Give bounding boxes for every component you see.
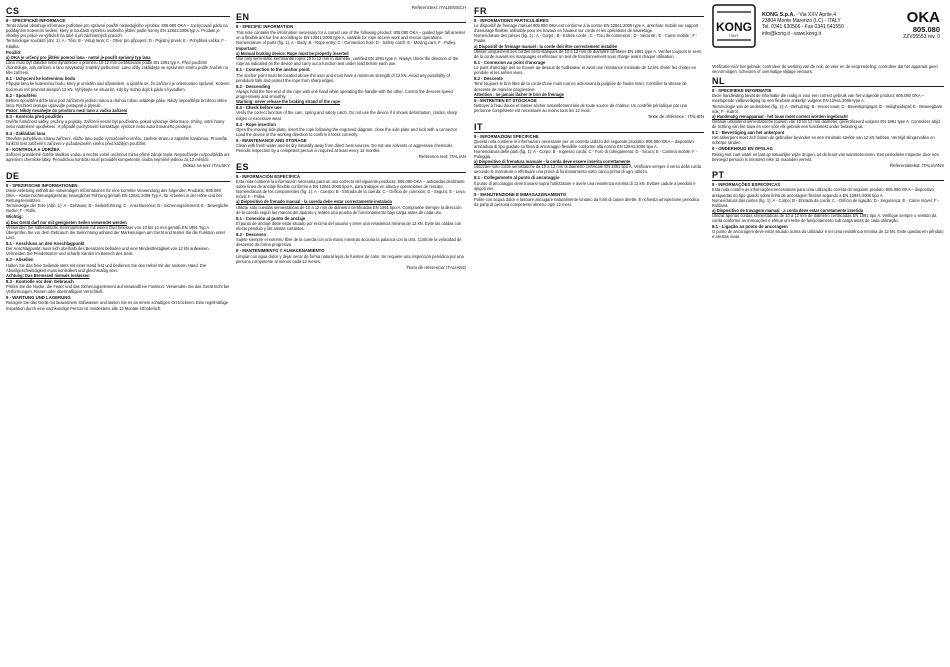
pt-paragraph: Utilizar apenas cordas semiestáticas de 10 a 12 mm de diâmetro certificadas EN 1891 tipo A. Verifique sempre o sentido da corda conforme as marcações e efetue um teste de funcionamento sob carga antes de cada utilização. xyxy=(712,212,937,223)
en-paragraph: This note contains the information necessary for a correct use of the following product: 805.080 OKA – guided type fall arrester on a flexible anchor line according to EN 12841:2006 type A, suitable for rope access work and rescue operations. xyxy=(236,29,466,40)
en-heading-1: 8 - SPECIFIC INFORMATION xyxy=(236,24,294,30)
en-paragraph: Always hold the free end of the rope with one hand while operating the handle with the other. Control the descent speed progressively and smoothly. xyxy=(236,88,453,100)
it-heading: 8.1 - Collegamento al punto di ancoraggio xyxy=(474,175,560,181)
it-warning: a) Dispositivo di frenatura manuale - la corda deve essere inserita correttamente xyxy=(474,159,631,165)
de-heading: 8.3 - Kontrolle vor dem Gebrauch xyxy=(6,278,74,284)
es-heading: 8.1 - Conexión al punto de anclaje xyxy=(236,215,306,221)
cs-heading: Použití: xyxy=(6,49,22,55)
en-paragraph: Verify the correct function of the cam, spring and safety catch. Do not use the device if it shows deformation, cracks, sharp edges or excessive wear. xyxy=(236,110,458,121)
company-city: 23804 Monte Marenzo (LC) - ITALY xyxy=(762,18,841,25)
de-warning: a) Das Gerät darf nur mit geeigneten Seilen verwendet werden xyxy=(6,219,127,225)
nl-intro: Verificatie vóór het gebruik: controleer de werking van de nok, de veer en de vergrendeling; controleer dat het apparaat geen vervormingen, scheuren of overmatige slijtage vertoont. xyxy=(712,64,938,75)
en-paragraph: Open the moving side plate, insert the rope following the engraved diagram, close the side plate and lock with a connector. Load the device in the working direction to confirm it locks correctly. xyxy=(236,126,458,137)
en-heading: 8.2 - Descending xyxy=(236,83,271,89)
cs-paragraph: Otevřete pohyblivou stranu zařízení, vložte lano podle vyznačeného směru, zavřete stranu a zajistěte karabinou. Proveďte funkční test zatížením zařízení v požadovaném směru před každým použitím. xyxy=(6,135,228,146)
pt-warning: a) Dispositivo de travagem manual - a corda deve estar corretamente inserida xyxy=(712,207,864,213)
de-paragraph: Verwenden Sie halbstatische Kernmantelseile mit einem Durchmesser von 10 bis 12 mm gemäß EN 1891 Typ A. Überprüfen Sie vor dem Gebrauch die Seilrichtung anhand der Markierungen am Gerät und testen Sie die Funktion unter Last. xyxy=(6,224,226,240)
column-4-body xyxy=(712,64,944,665)
model-name: OKA xyxy=(906,9,940,26)
de-paragraph: Der Anschlagpunkt muss sich oberhalb des Benutzers befinden und eine Mindestfestigkeit von 12 kN aufweisen. Vermeiden Sie Pendelstürze und scharfe Kanten im Bereich des Seils. xyxy=(6,246,210,257)
fr-reference-text: Texte de référence : ITALIEN xyxy=(647,114,704,120)
de-paragraph: Terminologie der Teile (Abb. 1): A - Gehäuse; B - Seileinführung; C - Anschlussöse; D - Sicherungselement; E - Bewegliche Nocke; F - Rolle. xyxy=(6,203,229,214)
pt-heading-1: 8 - INFORMAÇÕES ESPECÍFICAS xyxy=(712,182,781,188)
de-paragraph: Halten Sie das freie Seilende stets mit einer Hand fest und bedienen Sie den Hebel mit der anderen Hand. Die Abseilgeschwindigkeit muss kontrolliert und gleichmäßig sein. xyxy=(6,262,207,273)
it-heading-1: 8 - INFORMAZIONI SPECIFICHE xyxy=(474,133,539,139)
es-warning: a) Dispositivo de frenado manual - la cuerda debe estar correctamente instalada xyxy=(236,199,392,205)
column-2 xyxy=(236,4,466,665)
nl-heading: 8.1 - Bevestiging aan het ankerpunt xyxy=(712,130,785,136)
company-name: KONG S.p.A. xyxy=(762,12,795,18)
cs-warning: a) OKA je určený pro jištění pomocí lana - nutné je použít správný typ lana xyxy=(6,54,151,60)
de-reference-text: Referenztext: ITALIENISCH xyxy=(411,5,466,10)
it-paragraph: Questa nota contiene le informazioni necessarie per un corretto utilizzo del seguente prodotto: 805.080 OKA – dispositivo anticaduta di tipo guidato su linea di ancoraggio flessibile conforme alla norma EN 12841:2006 tipo A. xyxy=(474,138,694,149)
company-email: info@kong.it - www.kong.it xyxy=(762,30,821,37)
fr-paragraph: Nomenclature des pièces (fig. 1) : A - Corps ; B - Entrée corde ; C - Trou de connexion ; D - Sécurité ; E - Came mobile ; F - Poulie. xyxy=(474,33,698,44)
cs-heading: 8.3 - Kontrola před použitím xyxy=(6,114,63,120)
section-heading-de: DE xyxy=(6,171,230,182)
model-code: 805.080 xyxy=(912,25,940,34)
nl-paragraph: Gebruik uitsluitend semi-statische touwen van 10 tot 12 mm diameter, gecertificeerd volgens EN 1891 type A. Controleer altijd de richting van het touw en voer vóór elk gebruik een functietest onder belasting uit. xyxy=(712,118,940,129)
pt-heading: 8.1 - Ligação ao ponto de ancoragem xyxy=(712,224,788,230)
cs-paragraph: Připojte lano ke kotevnímu bodu, který je umístěn nad uživatelem, a ujistěte se, že zařízení je orientováno správně. Kotevní bod musí mít pevnost alespoň 12 kN. Vyhýbejte se situacím, kdy by mohlo dojít k pádu s kyvadlem. xyxy=(6,81,230,92)
en-reference-text: Reference text: ITALIAN xyxy=(418,154,466,160)
section-heading-fr: FR xyxy=(474,6,704,17)
cs-paragraph: Lano musí být statické nebo dynamické o průměru 10-12 mm certifikované podle EN 1891 typ A. Před použitím zkontrolujte, zda zařízení a lano nevykazují známky poškození. Lano vždy zakládejte ve správném směru podle značek na těle zařízení. xyxy=(6,59,228,76)
de-heading: 8.2 - Abseilen xyxy=(6,257,34,263)
de-heading: 8.1 - Anschluss an den Anschlagpunkt xyxy=(6,240,85,246)
fr-paragraph: Utiliser uniquement des cordes semi-statiques de 10 à 12 mm de diamètre certifiées EN 1891 type A. Vérifier toujours le sens de la corde suivant les marquages et effectuer un test de fonctionnement sous charge avant chaque utilisation. xyxy=(474,48,702,59)
es-heading-1: 8 - INFORMACIÓN ESPECÍFICA xyxy=(236,173,300,179)
de-heading: 9 - WARTUNG UND LAGERUNG xyxy=(6,295,71,301)
en-paragraph: Nomenclature of parts (fig. 1): A - Body; B - Rope entry; C - Connection hole; D - Safety catch; E - Moving cam; F - Pulley. xyxy=(236,39,457,45)
es-paragraph: El punto de anclaje debe estar situado por encima del usuario y tener una resistencia mínima de 12 kN. Evite las caídas con efecto péndulo y las aristas cortantes. xyxy=(236,220,462,231)
de-paragraph: Diese Anleitung enthält die notwendigen Informationen für eine korrekte Verwendung des folgenden Produkts: 805.080 OKA – Absturzsicherungsgerät an beweglicher Führung gemäß EN 12841:2006 Typ A, für Arbeiten in der Höhe und bei Rettungseinsätzen. xyxy=(6,187,222,204)
fr-paragraph: Tenir toujours le brin libre de la corde d'une main tout en actionnant la poignée de l'autre main. Contrôler la vitesse de descente de manière progressive. xyxy=(474,81,687,92)
cs-paragraph: Zařízení pravidelně čistěte sladkou vodou a nechte volně uschnout mimo přímé zdroje tepla. Nepoužívejte rozpouštědla ani agresivní chemické látky. Periodickou kontrolu musí provádět kompetentní osoba nejméně jednou za 12 měsíců. xyxy=(6,152,230,163)
cs-paragraph: Během spouštění držte lano pod zařízením jednou rukou a druhou rukou ovládejte páku. Nikdy nepouštějte brzdnou větev lana. Rychlost sestupu upravujte postupně a plynule. xyxy=(6,97,227,108)
nl-warning: a) Handmatig remapparaat - het touw moet correct worden ingebracht xyxy=(712,113,848,119)
en-paragraph: Clean with fresh water and let dry naturally away from direct heat sources. Do not use solvents or aggressive chemicals. Periodic inspection by a competent person is required at least every 12 months. xyxy=(236,143,454,154)
column-1 xyxy=(6,4,230,665)
cs-paragraph: Ověřte funkčnost vačky, pružiny a pojistky. Zařízení nesmí být používáno, pokud vykazuje deformace, trhliny, ostré hrany nebo nadměrné opotřebení. V případě pochybností kontaktujte výrobce nebo autorizovaného prodejce. xyxy=(6,119,225,130)
fr-warning: Attention : ne jamais lâcher le brin de freinage xyxy=(474,91,564,97)
company-address: - Via XXV Aprile,4 xyxy=(796,12,836,18)
en-paragraph: The anchor point must be located above the user and must have a minimum strength of 12 kN. Avoid any possibility of pendulum falls and protect the rope from sharp edges. xyxy=(236,72,450,83)
de-warning: Achtung: Das Bremsseil niemals loslassen xyxy=(6,272,90,278)
es-paragraph: Nomenclatura de los componentes (fig. 1): A - Cuerpo; B - Entrada de la cuerda; C - Orificio de conexión; D - Seguro; E - Leva móvil; F - Polea. xyxy=(236,189,465,200)
fr-paragraph: Le point d'ancrage doit se trouver au-dessus de l'utilisateur et avoir une résistance minimale de 12 kN. Éviter les chutes en pendule et les arêtes vives. xyxy=(474,65,697,76)
fr-heading: 8.2 - Descente xyxy=(474,76,503,82)
column-3 xyxy=(474,4,704,665)
cs-paragraph: Terminologie součástí (obr. 1): A - Tělo; B - Vstup lana; C - Otvor pro připojení; D - Pojistný prvek; E - Pohyblivá vačka; F - Kladka. xyxy=(6,38,227,49)
cs-warning: Pozor: Nikdy nesahejte do prostoru mezi lano a vačku zařízení xyxy=(6,108,128,114)
it-paragraph: Pulire con acqua dolce e lasciare asciugare naturalmente lontano da fonti di calore dirette. È richiesta un'ispezione periodica da parte di persona competente almeno ogni 12 mesi. xyxy=(474,196,700,208)
en-warning: Warning: never release the braking strand of the rope xyxy=(236,99,341,105)
it-heading: 9 - MANUTENZIONE E IMMAGAZZINAMENTO xyxy=(474,191,567,197)
model-revision: ZZV05553 rev. 0 xyxy=(903,34,940,40)
pt-paragraph: Nomenclatura das partes (fig. 1): A - Corpo; B - Entrada da corda; C - Orifício de ligação; D - Segurança; E - Came móvel; F - Roldana. xyxy=(712,197,940,208)
en-paragraph: Use only semi-static kernmantle ropes 10 to 12 mm in diameter, certified EN 1891 type A. Always check the direction of the rope as indicated on the device and carry out a function test under load before each use. xyxy=(236,56,459,67)
pt-paragraph: Esta nota contém as informações necessárias para uma utilização correta do seguinte produto: 805.080 OKA – dispositivo antiquedas do tipo guiado sobre linha de ancoragem flexível segundo a EN 12841:2006 tipo A. xyxy=(712,187,934,198)
nl-paragraph: Terminologie van de onderdelen (fig. 1): A - Behuizing; B - Invoer touw; C - Bevestigingsgat; D - Veiligheidspal; E - Beweegbare nok; F - Katrol. xyxy=(712,103,943,114)
nl-heading-1: 8 - SPECIFIEKE INFORMATIE xyxy=(712,88,772,94)
company-phone: Tel. 0341 630506 - Fax 0341 641550 xyxy=(762,24,844,31)
de-heading: Wichtig: xyxy=(6,214,23,220)
en-heading: 8.4 - Rope insertion xyxy=(236,121,276,127)
es-paragraph: Utilizar sólo cuerdas semiestáticas de 10 a 12 mm de diámetro certificadas EN 1891 tipo A. Compruebe siempre la dirección de la cuerda según las marcas del aparato y realice una prueba de funcionamiento bajo carga antes de cada uso. xyxy=(236,204,462,215)
es-heading: 8.2 - Descenso xyxy=(236,232,267,238)
fr-warning: a) Dispositif de freinage manuel - la corde doit être correctement installée xyxy=(474,43,618,49)
es-paragraph: Esta nota contiene la información necesaria para un uso correcto del siguiente producto: 805.080 OKA – anticaídas deslizante sobre línea de anclaje flexible conforme a EN 12841:2006 tipo A, para trabajos en altura y operaciones de rescate. xyxy=(236,179,465,190)
cs-heading: 8.4 - Zakládání lana xyxy=(6,130,46,136)
section-heading-cs: CS xyxy=(6,6,230,17)
fr-paragraph: Le dispositif de freinage manuel 805.080 OKA est conforme à la norme EN 12841:2006 type A, antichute mobile sur support d'assurage flexible, utilisable pour les travaux en hauteur sur corde et les opérations de sauvetage. xyxy=(474,23,699,34)
pt-paragraph: O ponto de ancoragem deve estar situado acima do utilizador e ter uma resistência mínima de 12 kN. Evite quedas em pêndulo e arestas vivas. xyxy=(712,229,944,240)
cs-paragraph: Tento návod obsahuje informace potřebné pro správné použití následujícího výrobku: 805.080 OKA – zachycovač pádu na poddajném kotevním vedení, který je součástí systému osobního jištění podle normy EN 12841:2006 typ A. Produkt je vhodný pro práce ve výškách na laně a při záchranných pracích. xyxy=(6,23,228,39)
fr-heading: 9 - ENTRETIEN ET STOCKAGE xyxy=(474,97,537,103)
section-heading-nl: NL xyxy=(712,76,944,87)
en-heading: Important: xyxy=(236,45,258,51)
svg-text:KONG: KONG xyxy=(716,20,752,34)
svg-text:ITALY: ITALY xyxy=(729,34,739,38)
de-paragraph: Prüfen Sie die Nocke, die Feder und das Sicherungselement auf einwandfreie Funktion. Verwenden Sie das Gerät nicht bei Verformungen, Rissen oder übermäßigem Verschleiß. xyxy=(6,284,230,295)
nl-reference-text: Referentietekst: ITALIAANS xyxy=(889,162,944,168)
en-heading: 9 - MAINTENANCE AND STORAGE xyxy=(236,138,307,144)
en-heading: 8.3 - Check before use xyxy=(236,105,282,111)
section-heading-es: ES xyxy=(236,162,466,173)
section-heading-pt: PT xyxy=(712,170,944,181)
nl-heading: 9 - ONDERHOUD EN OPSLAG xyxy=(712,146,773,152)
es-heading: 9 - MANTENIMIENTO Y ALMACENAMIENTO xyxy=(236,248,325,254)
section-heading-en: EN xyxy=(236,12,466,23)
cs-heading: 8.2 - Spouštění xyxy=(6,92,37,98)
es-paragraph: Sujete siempre el extremo libre de la cuerda con una mano mientras acciona la palanca con la otra. Controle la velocidad de descenso de forma progresiva. xyxy=(236,237,462,248)
nl-paragraph: Deze handleiding bevat de informatie die nodig is voor een correct gebruik van het volgende product: 805.080 OKA – meelopende valbeveiliging op een flexibele ankerlijn volgens EN 12841:2006 type A. xyxy=(712,93,924,104)
de-paragraph: Reinigen Sie das Gerät mit lauwarmem Süßwasser und lassen Sie es an einem schattigen Ort trocknen. Eine regelmäßige Inspektion durch eine sachkundige Person ist mindestens alle 12 Monate erforderlich. xyxy=(6,300,229,311)
section-heading-it: IT xyxy=(474,122,704,133)
fr-heading-1: 8 - INFORMATIONS PARTICULIÈRES xyxy=(474,18,549,23)
it-paragraph: Nomenclatura delle parti (fig. 1): A - Corpo; B - Ingresso corda; C - Foro di collegamento; D - Sicura; E - Camma mobile; F - Puleggia. xyxy=(474,148,698,160)
es-paragraph: Limpiar con agua dulce y dejar secar de forma natural lejos de fuentes de calor. Se requiere una inspección periódica por una persona competente al menos cada 12 meses. xyxy=(236,253,464,264)
en-heading: 8.1 - Connection to the anchor point xyxy=(236,67,310,73)
column-4 xyxy=(712,4,944,665)
nl-paragraph: Het ankerpunt moet zich boven de gebruiker bevinden en een minimale sterkte van 12 kN hebben. Vermijd slingervallen en scherpe randen. xyxy=(712,135,935,146)
cs-heading: 8.1 - Uchycení ke kotevnímu bodu xyxy=(6,76,76,82)
it-paragraph: Il punto di ancoraggio deve trovarsi sopra l'utilizzatore e avere una resistenza minima di 12 kN. Evitare cadute a pendolo e spigoli vivi. xyxy=(474,180,696,191)
en-warning: a) Manual braking device. Rope must be properly inserted xyxy=(236,51,349,57)
fr-paragraph: Nettoyer à l'eau douce et laisser sécher naturellement loin de toute source de chaleur. Un contrôle périodique par une personne compétente est nécessaire au moins tous les 12 mois. xyxy=(474,102,688,114)
de-heading-1: 8 - SPEZIFISCHE INFORMATIONEN xyxy=(6,182,78,188)
fr-heading: 8.1 - Connexion au point d'ancrage xyxy=(474,59,546,65)
it-paragraph: Utilizzare solo corde semistatiche da 10 a 12 mm di diametro certificate EN 1891 tipo A. Verificare sempre il verso della corda secondo le marcature e effettuare una prova di funzionamento sotto carico prima di ogni utilizzo. xyxy=(474,164,702,175)
cs-heading: 9 - KONTROLA A ÚDRŽBA xyxy=(6,146,60,152)
cs-heading-1: 8 - SPECIFICKÉ INFORMACE xyxy=(6,18,66,23)
nl-paragraph: Reinig met zoet water en laat op natuurlijke wijze drogen, uit de buurt van warmtebronnen. Een periodieke inspectie door een bevoegd persoon is minstens elke 12 maanden vereist. xyxy=(712,151,939,162)
es-reference-text: Texto de referencia: ITALIANO xyxy=(406,264,466,270)
cs-reference-text: Odkaz na text: ITALSKÝ xyxy=(182,163,230,169)
